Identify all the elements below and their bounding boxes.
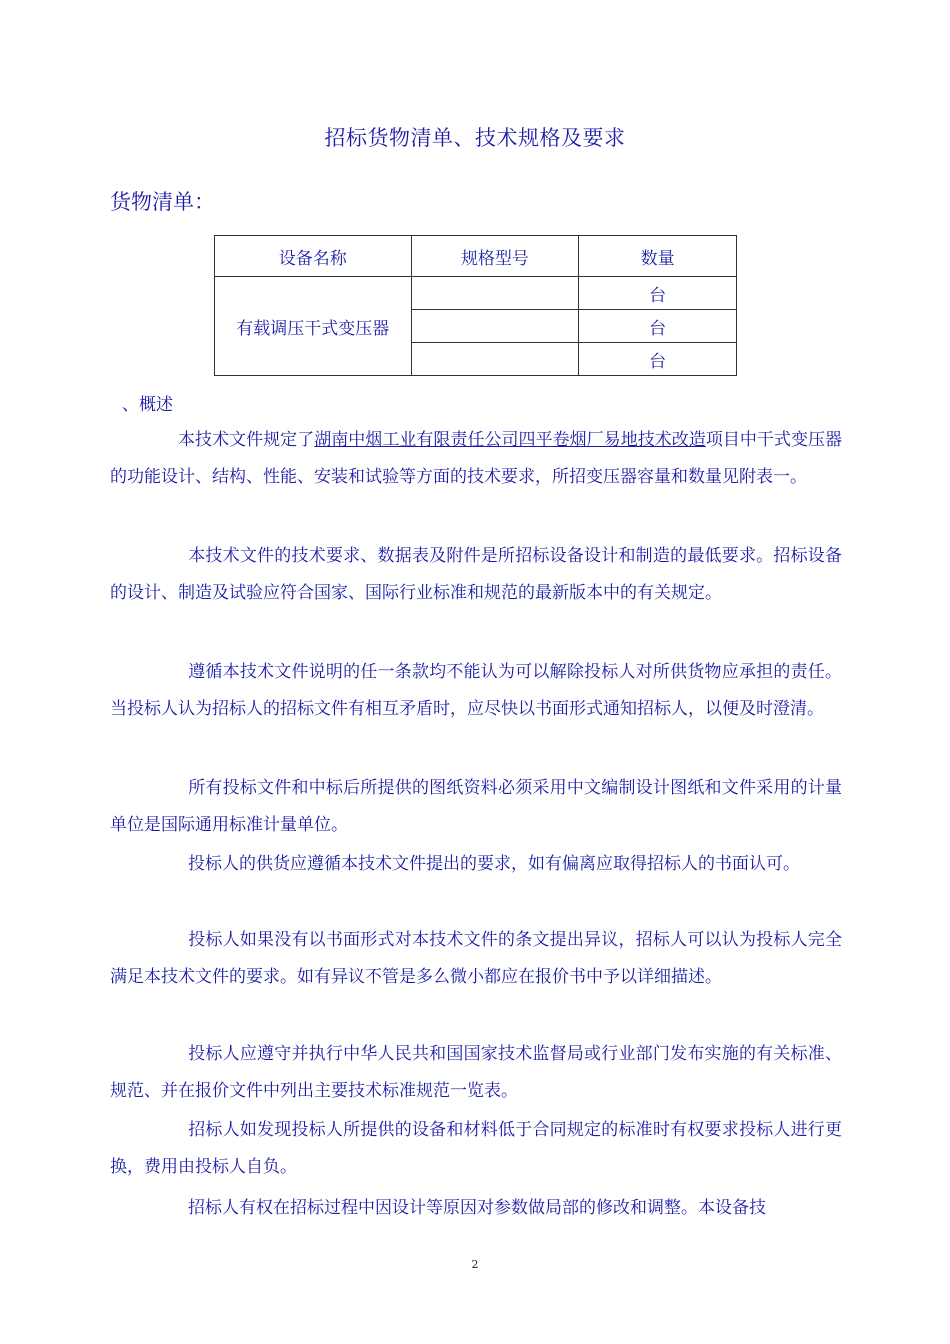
p2-text: 本技术文件的技术要求、数据表及附件是所招标设备设计和制造的最低要求。招标设备的设计、制造及试验应符合国家、国际行业标准和规范的最新版本中的有关规定。: [110, 546, 842, 603]
header-quantity: 数量: [579, 236, 737, 277]
paragraph-8: [110, 1112, 842, 1186]
table-row: [215, 277, 737, 310]
p1-text-after: 项目中干式变压器的功能设计、结构、性能、安装和试验等方面的技术要求，所招变压器容量和数量见附表一。: [110, 430, 843, 487]
p9-text: 招标人有权在招标过程中因设计等原因对参数做局部的修改和调整。本设备技: [188, 1198, 766, 1218]
paragraph-7: [110, 1036, 842, 1110]
paragraph-2: [110, 538, 842, 612]
goods-list-label: 货物清单：: [110, 190, 215, 214]
header-equipment-name: 设备名称: [215, 236, 412, 277]
paragraph-5: [110, 846, 842, 883]
item-name-cell: 有载调压干式变压器: [215, 277, 412, 376]
spec-cell: [411, 343, 579, 376]
header-spec-model: 规格型号: [411, 236, 579, 277]
spec-cell: [411, 277, 579, 310]
paragraph-6: [110, 922, 842, 996]
p7-text: 投标人应遵守并执行中华人民共和国国家技术监督局或行业部门发布实施的有关标准、规范、并在报价文件中列出主要技术标准规范一览表。: [110, 1044, 842, 1101]
goods-table: [214, 235, 737, 376]
p1-text-before: 本技术文件规定了: [178, 430, 315, 450]
page-number: 2: [471, 1258, 479, 1271]
p4-text: 所有投标文件和中标后所提供的图纸资料必须采用中文编制设计图纸和文件采用的计量单位是国际通用标准计量单位。: [110, 778, 842, 835]
spec-cell: [411, 310, 579, 343]
p8-text: 招标人如发现投标人所提供的设备和材料低于合同规定的标准时有权要求投标人进行更换，费用由投标人自负。: [110, 1120, 842, 1177]
paragraph-9: [110, 1190, 842, 1227]
page-title: 招标货物清单、技术规格及要求: [324, 126, 626, 150]
overview-heading: 、概述: [122, 395, 173, 415]
qty-cell: 台: [579, 310, 737, 343]
paragraph-4: [110, 770, 842, 844]
p5-text: 投标人的供货应遵循本技术文件提出的要求，如有偏离应取得招标人的书面认可。: [188, 854, 800, 874]
qty-cell: 台: [579, 343, 737, 376]
table-header-row: [215, 236, 737, 277]
p3-text: 遵循本技术文件说明的任一条款均不能认为可以解除投标人对所供货物应承担的责任。当投标人认为招标人的招标文件有相互矛盾时，应尽快以书面形式通知招标人，以便及时澄清。: [110, 662, 842, 719]
paragraph-1: [110, 422, 842, 496]
project-name-link: 湖南中烟工业有限责任公司四平卷烟厂易地技术改造: [314, 430, 706, 450]
p6-text: 投标人如果没有以书面形式对本技术文件的条文提出异议，招标人可以认为投标人完全满足本技术文件的要求。如有异议不管是多么微小都应在报价书中予以详细描述。: [110, 930, 842, 987]
qty-cell: 台: [579, 277, 737, 310]
paragraph-3: [110, 654, 842, 728]
